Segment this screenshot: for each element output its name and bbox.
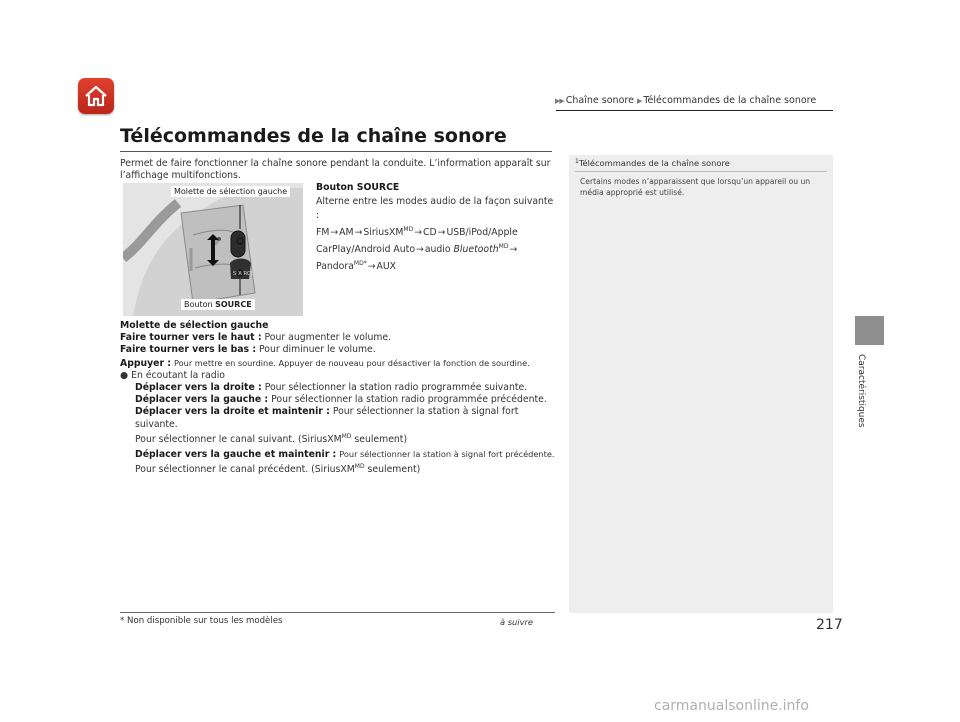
radio-bullet: ● En écoutant la radio	[120, 369, 225, 381]
breadcrumb	[555, 95, 816, 106]
wheel-press-item: Appuyer : Pour mettre en sourdine. Appuyer de nouveau pour désactiver la fonction de sourdine.	[120, 357, 530, 369]
move-left-item: Déplacer vers la gauche : Pour sélectionner la station radio programmée précédente.	[135, 394, 547, 406]
breadcrumb-item[interactable]: Télécommandes de la chaîne sonore	[643, 95, 817, 106]
breadcrumb-item[interactable]: Chaîne sonore	[565, 95, 634, 106]
left-wheel-heading: Molette de sélection gauche	[120, 320, 269, 331]
sidebar-divider	[575, 171, 827, 172]
steering-wheel-controls-illustration	[123, 183, 303, 316]
page-title: Télécommandes de la chaîne sonore	[120, 125, 507, 147]
svg-text:SOURCE: SOURCE	[233, 271, 254, 277]
header-divider	[556, 110, 833, 111]
continue-marker: à suivre	[500, 617, 534, 627]
move-left-hold-item: Déplacer vers la gauche et maintenir : Pour sélectionner la station à signal fort précédente.	[135, 449, 555, 461]
move-right-hold-item: Déplacer vers la droite et maintenir : Pour sélectionner la station à signal fort suivante.	[135, 406, 519, 430]
home-icon[interactable]	[78, 78, 114, 114]
left-wheel-description	[120, 320, 560, 477]
arrow-right-icon: →	[330, 227, 339, 239]
source-button-heading: Bouton SOURCE	[316, 182, 400, 193]
move-right-hold-line2: Pour sélectionner le canal suivant. (SiriusXM$^{MD}$ seulement)	[135, 432, 408, 445]
figure-label-source-button: Bouton SOURCE	[181, 299, 255, 310]
arrow-right-icon: →	[414, 227, 422, 239]
section-tab-marker[interactable]	[855, 316, 884, 345]
footnote: * Non disponible sur tous les modèles	[120, 616, 283, 626]
arrow-right-icon: →	[437, 227, 446, 239]
steering-wheel-figure	[123, 183, 303, 316]
wheel-up-item: Faire tourner vers le haut : Pour augmenter le volume.	[120, 332, 392, 344]
move-right-item: Déplacer vers la droite : Pour sélectionner la station radio programmée suivante.	[135, 382, 528, 394]
bullet-icon: ●	[120, 369, 132, 381]
arrow-right-icon: →	[416, 244, 424, 256]
sidebar-note: Certains modes n’apparaissent que lorsqu’un appareil ou un média approprié est utilisé.	[580, 177, 811, 197]
arrow-right-icon: →	[509, 244, 518, 256]
arrow-right-icon: →	[367, 261, 376, 273]
footer-divider	[120, 612, 555, 613]
intro-paragraph: Permet de faire fonctionner la chaîne sonore pendant la conduite. L’information apparaît sur l’affichage multifonctions.	[120, 158, 551, 181]
source-button-line: Alterne entre les modes audio de la façon suivante :	[316, 196, 554, 221]
arrow-right-icon: →	[354, 227, 363, 239]
sidebar-title: $^1$Télécommandes de la chaîne sonore	[575, 158, 730, 168]
wheel-down-item: Faire tourner vers le bas : Pour diminuer le volume.	[120, 344, 376, 356]
source-button-description	[316, 181, 556, 274]
page-number: 217	[816, 617, 843, 633]
breadcrumb-arrow-icon: ▶	[636, 97, 642, 105]
section-tab-label: Caractéristiques	[856, 354, 866, 428]
figure-label-left-wheel: Molette de sélection gauche	[171, 186, 290, 197]
watermark: carmanualsonline.info	[654, 698, 809, 714]
source-mode-sequence: FM→AM→SiriusXM$^{MD}$→CD→USB/iPod/Apple CarPlay/Android Auto→audio Bluetooth$^{MD}$→ Pandora$^{MD*}$→AUX	[316, 226, 518, 273]
move-left-hold-line2: Pour sélectionner le canal précédent. (SiriusXM$^{MD}$ seulement)	[135, 463, 421, 476]
sidebar-panel	[569, 155, 833, 613]
title-divider	[120, 151, 552, 152]
breadcrumb-arrow-icon: ▶▶	[555, 97, 564, 105]
house-icon	[84, 84, 108, 108]
